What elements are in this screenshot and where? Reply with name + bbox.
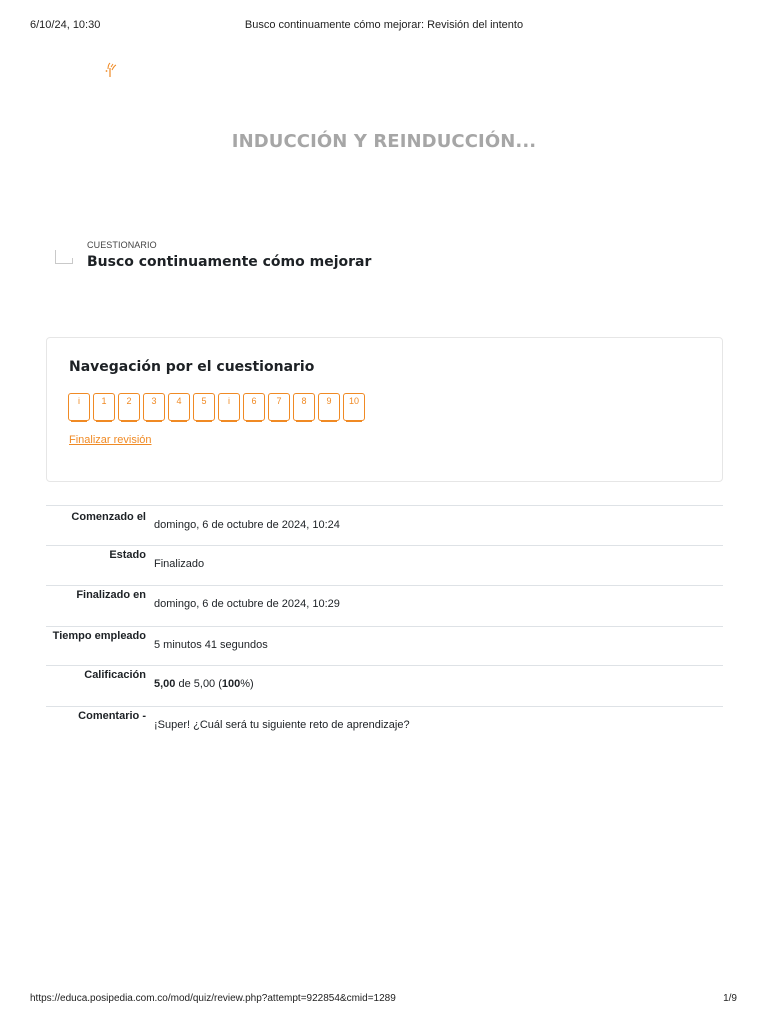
quiz-navigation-title: Navegación por el cuestionario (69, 359, 315, 375)
grade-score: 5,00 (154, 678, 176, 690)
quiz-nav-question-10-button[interactable]: 10 (343, 393, 365, 421)
quiz-navigation-block (46, 337, 723, 482)
print-footer (0, 993, 768, 1007)
table-row (46, 585, 723, 626)
table-row (46, 665, 723, 706)
print-datetime: 6/10/24, 10:30 (30, 19, 101, 31)
row-label: Finalizado en (76, 589, 146, 601)
quiz-nav-question-5-button[interactable]: 5 (193, 393, 215, 421)
table-row (46, 626, 723, 665)
row-value: domingo, 6 de octubre de 2024, 10:24 (154, 519, 340, 531)
row-label: Comentario - (78, 710, 146, 722)
attempt-summary-table (46, 505, 723, 746)
row-value: domingo, 6 de octubre de 2024, 10:29 (154, 598, 340, 610)
quiz-nav-question-2-button[interactable]: 2 (118, 393, 140, 421)
print-url: https://educa.posipedia.com.co/mod/quiz/review.php?attempt=922854&cmid=1289 (30, 993, 396, 1004)
row-label: Calificación (84, 669, 146, 681)
activity-name: Busco continuamente cómo mejorar (87, 254, 372, 270)
quiz-navigation-buttons (68, 393, 365, 421)
quiz-nav-question-3-button[interactable]: 3 (143, 393, 165, 421)
quiz-nav-question-8-button[interactable]: 8 (293, 393, 315, 421)
quiz-nav-question-9-button[interactable]: 9 (318, 393, 340, 421)
print-page-title: Busco continuamente cómo mejorar: Revisión del intento (244, 19, 524, 31)
grade-percent-suffix: %) (240, 678, 254, 690)
activity-type-label: CUESTIONARIO (87, 240, 157, 250)
quiz-nav-info-button[interactable]: i (218, 393, 240, 421)
row-label: Tiempo empleado (52, 630, 146, 642)
row-label: Estado (109, 549, 146, 561)
row-label: Comenzado el (71, 511, 146, 523)
quiz-nav-question-4-button[interactable]: 4 (168, 393, 190, 421)
grade-value (154, 678, 254, 690)
table-row (46, 545, 723, 585)
print-header (0, 19, 768, 33)
quiz-nav-info-button[interactable]: i (68, 393, 90, 421)
row-value: Finalizado (154, 558, 205, 570)
finish-review-link[interactable]: Finalizar revisión (69, 434, 152, 446)
course-title: INDUCCIÓN Y REINDUCCIÓN... (231, 131, 537, 152)
feedback-comment: ¡Super! ¿Cuál será tu siguiente reto de aprendizaje? (154, 719, 410, 731)
posipedia-logo-icon[interactable] (104, 60, 118, 78)
grade-max: de 5,00 ( (175, 678, 222, 690)
table-row (46, 706, 723, 746)
quiz-icon (55, 250, 72, 264)
table-row (46, 505, 723, 545)
row-value: 5 minutos 41 segundos (154, 639, 268, 651)
grade-percent: 100 (221, 678, 241, 690)
quiz-nav-question-7-button[interactable]: 7 (268, 393, 290, 421)
page-number: 1/9 (723, 993, 737, 1004)
quiz-nav-question-6-button[interactable]: 6 (243, 393, 265, 421)
quiz-nav-question-1-button[interactable]: 1 (93, 393, 115, 421)
